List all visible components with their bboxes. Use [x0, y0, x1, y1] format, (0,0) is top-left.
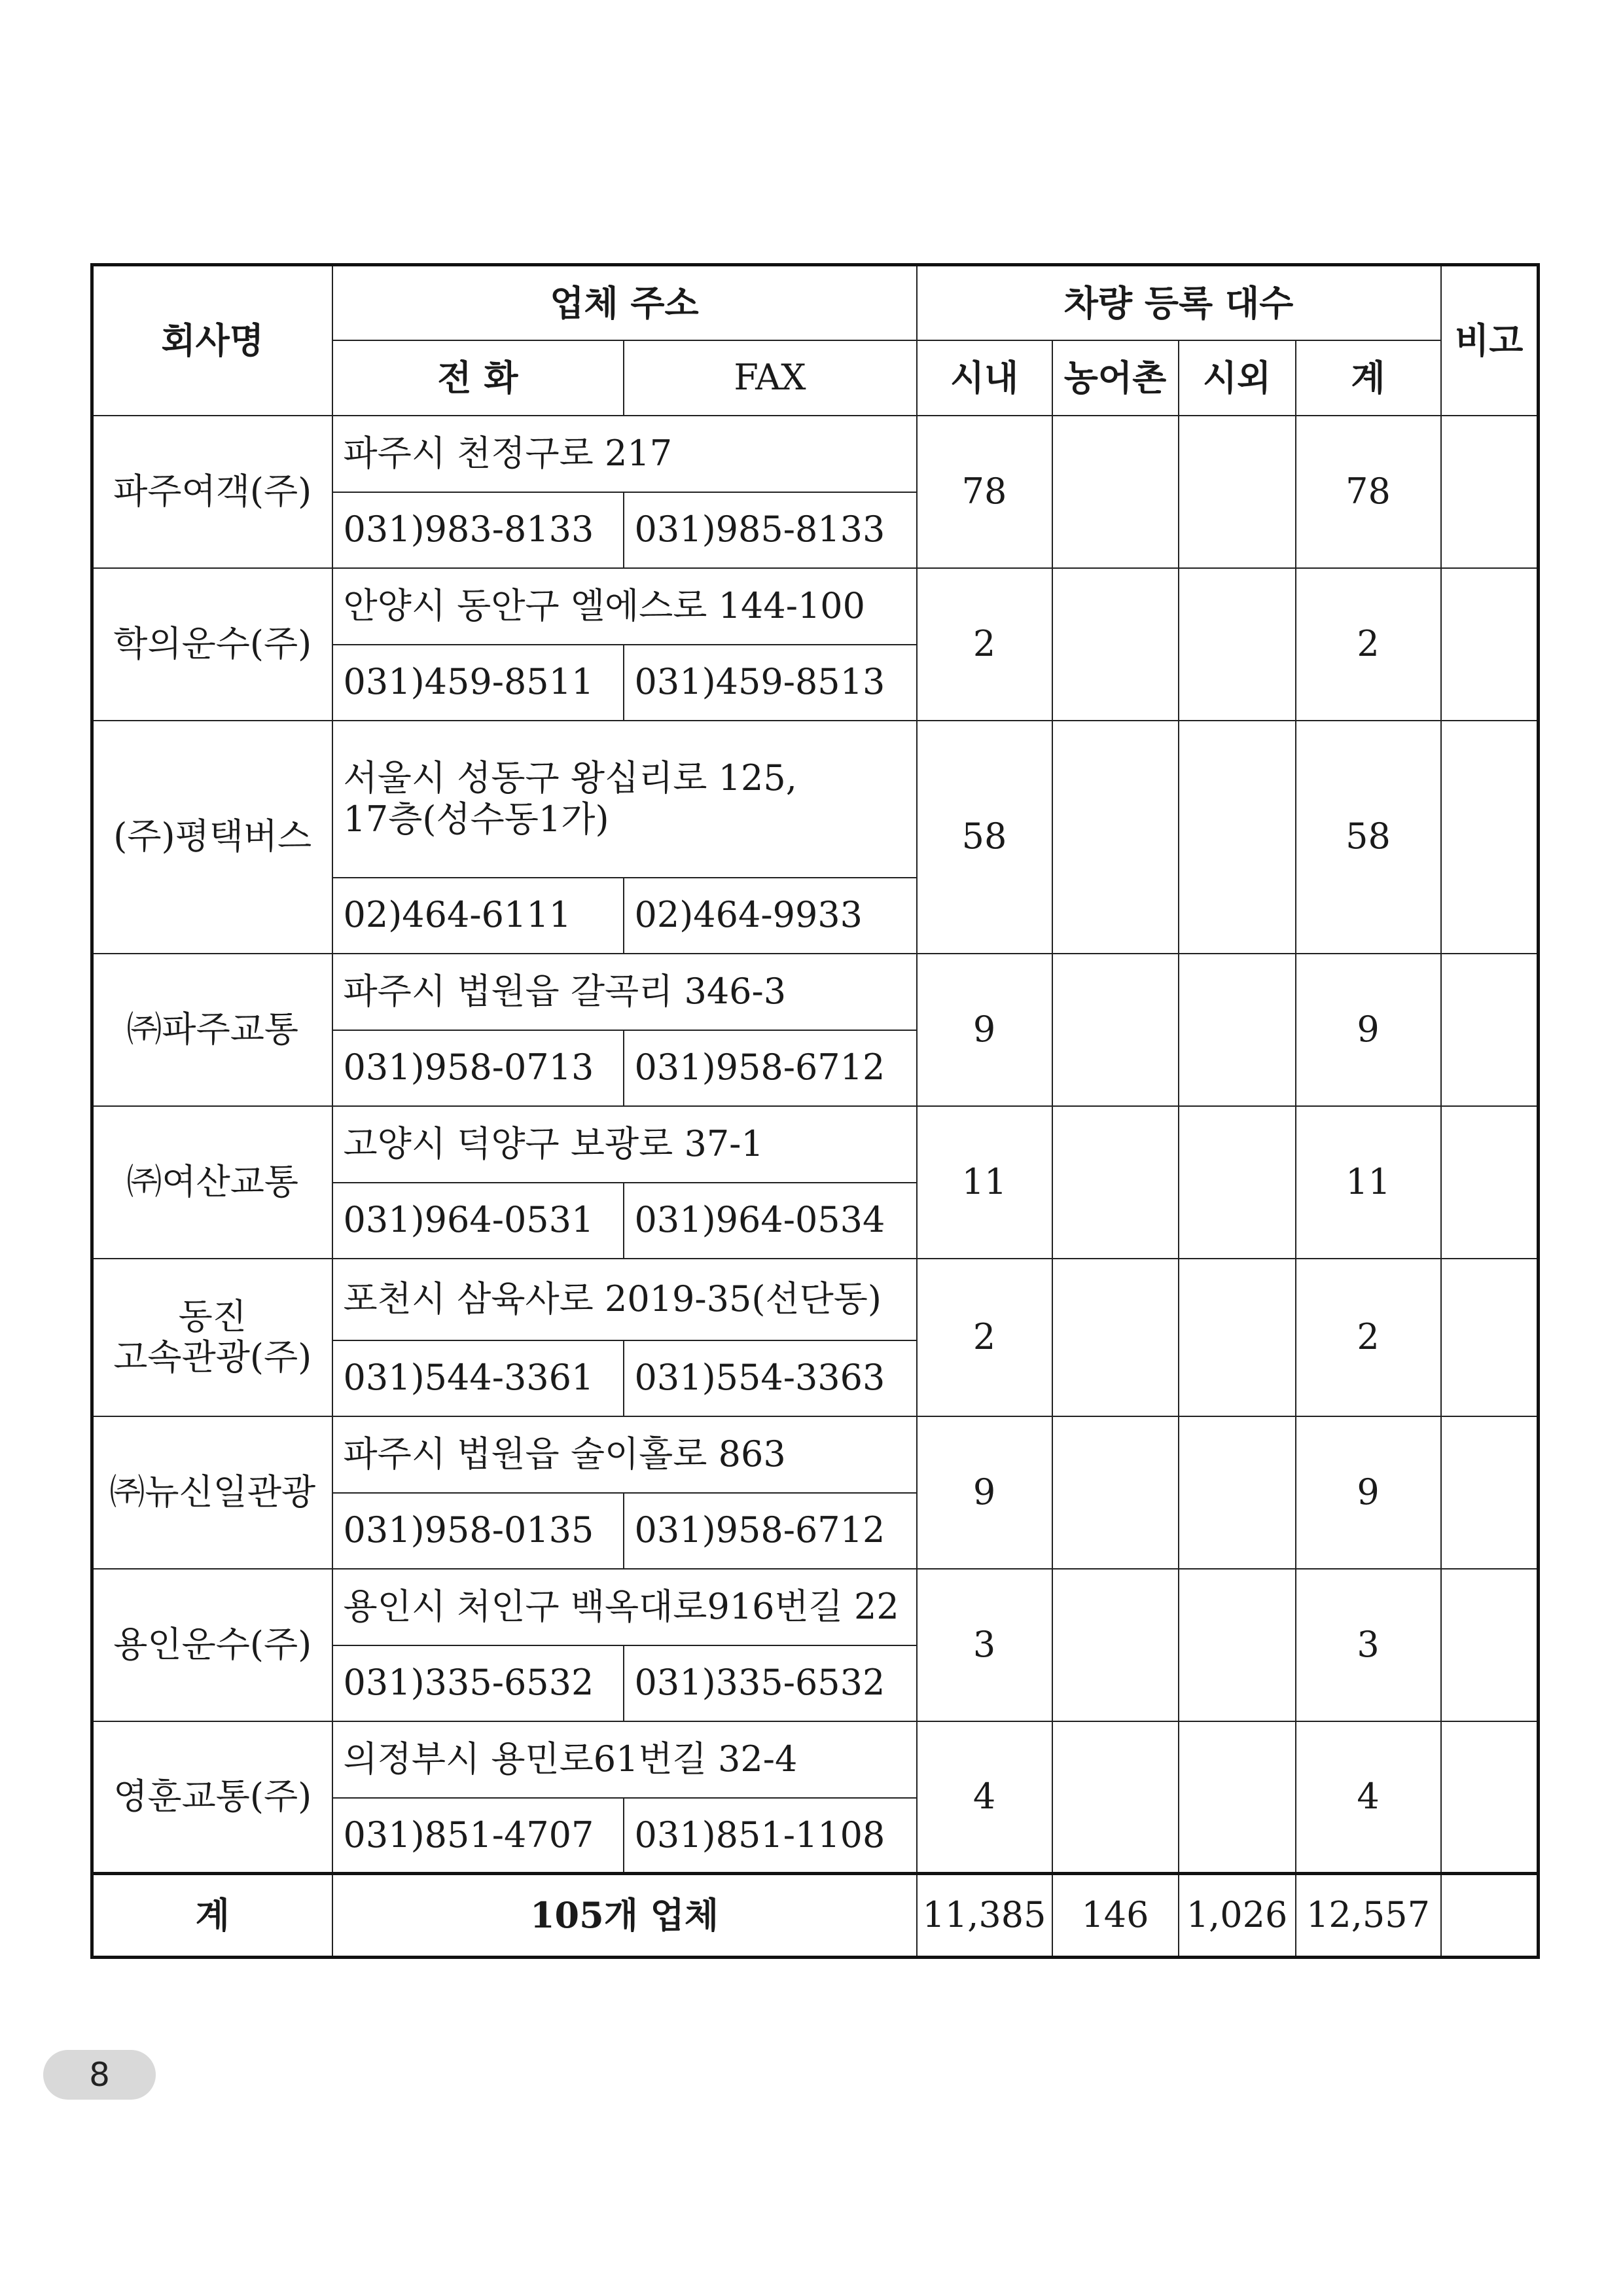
- count-total: 78: [1296, 416, 1441, 568]
- company-name: 용인운수(주): [92, 1569, 332, 1721]
- total-city: 11,385: [917, 1874, 1052, 1958]
- count-rural: [1052, 1416, 1179, 1569]
- phone-number: 031)851-4707: [332, 1798, 624, 1874]
- fax-number: 031)985-8133: [624, 492, 917, 568]
- company-name: 동진 고속관광(주): [92, 1259, 332, 1416]
- table-row: [92, 1106, 1539, 1183]
- total-rural: 146: [1052, 1874, 1179, 1958]
- phone-number: 031)459-8511: [332, 645, 624, 721]
- total-row: [92, 1874, 1539, 1958]
- table-row: [92, 416, 1539, 492]
- table-row: [92, 1259, 1539, 1340]
- count-suburban: [1179, 568, 1296, 721]
- total-companies: 105개 업체: [332, 1874, 917, 1958]
- fax-number: 031)964-0534: [624, 1183, 917, 1259]
- count-total: 2: [1296, 568, 1441, 721]
- company-address: 고양시 덕양구 보광로 37-1: [332, 1106, 917, 1183]
- header-remarks: 비고: [1441, 265, 1539, 416]
- count-city: 4: [917, 1721, 1052, 1874]
- company-address: 용인시 처인구 백옥대로916번길 22: [332, 1569, 917, 1645]
- count-city: 78: [917, 416, 1052, 568]
- count-rural: [1052, 1721, 1179, 1874]
- table-row: [92, 721, 1539, 878]
- phone-number: 031)544-3361: [332, 1340, 624, 1416]
- company-address: 파주시 법원읍 술이홀로 863: [332, 1416, 917, 1493]
- table-row: [92, 1416, 1539, 1493]
- count-city: 3: [917, 1569, 1052, 1721]
- count-city: 2: [917, 1259, 1052, 1416]
- fax-number: 031)958-6712: [624, 1030, 917, 1106]
- fax-number: 031)335-6532: [624, 1645, 917, 1721]
- total-remarks: [1441, 1874, 1539, 1958]
- phone-number: 031)958-0713: [332, 1030, 624, 1106]
- page-number: 8: [43, 2050, 156, 2100]
- company-name: 파주여객(주): [92, 416, 332, 568]
- header-phone: 전 화: [332, 340, 624, 416]
- remarks-cell: [1441, 1721, 1539, 1874]
- count-city: 9: [917, 1416, 1052, 1569]
- company-name: ㈜파주교통: [92, 954, 332, 1106]
- count-total: 58: [1296, 721, 1441, 954]
- remarks-cell: [1441, 1416, 1539, 1569]
- phone-number: 031)958-0135: [332, 1493, 624, 1569]
- header-company: 회사명: [92, 265, 332, 416]
- bus-company-table: [90, 263, 1540, 1959]
- remarks-cell: [1441, 721, 1539, 954]
- count-rural: [1052, 1259, 1179, 1416]
- total-label: 계: [92, 1874, 332, 1958]
- count-total: 9: [1296, 954, 1441, 1106]
- phone-number: 031)983-8133: [332, 492, 624, 568]
- count-rural: [1052, 721, 1179, 954]
- count-suburban: [1179, 1106, 1296, 1259]
- company-address: 포천시 삼육사로 2019-35(선단동): [332, 1259, 917, 1340]
- count-suburban: [1179, 416, 1296, 568]
- company-address: 서울시 성동구 왕십리로 125, 17층(성수동1가): [332, 721, 917, 878]
- count-total: 11: [1296, 1106, 1441, 1259]
- count-suburban: [1179, 1569, 1296, 1721]
- remarks-cell: [1441, 1259, 1539, 1416]
- fax-number: 031)459-8513: [624, 645, 917, 721]
- company-name: ㈜뉴신일관광: [92, 1416, 332, 1569]
- count-total: 9: [1296, 1416, 1441, 1569]
- company-address: 파주시 법원읍 갈곡리 346-3: [332, 954, 917, 1030]
- header-vehicle-group: 차량 등록 대수: [917, 265, 1441, 340]
- fax-number: 031)554-3363: [624, 1340, 917, 1416]
- count-rural: [1052, 1106, 1179, 1259]
- total-suburban: 1,026: [1179, 1874, 1296, 1958]
- table-row: [92, 954, 1539, 1030]
- phone-number: 031)964-0531: [332, 1183, 624, 1259]
- company-name: 학의운수(주): [92, 568, 332, 721]
- count-suburban: [1179, 1259, 1296, 1416]
- count-suburban: [1179, 1721, 1296, 1874]
- remarks-cell: [1441, 416, 1539, 568]
- count-suburban: [1179, 1416, 1296, 1569]
- count-rural: [1052, 954, 1179, 1106]
- count-total: 3: [1296, 1569, 1441, 1721]
- header-total: 계: [1296, 340, 1441, 416]
- company-name: (주)평택버스: [92, 721, 332, 954]
- count-city: 9: [917, 954, 1052, 1106]
- total-sum: 12,557: [1296, 1874, 1441, 1958]
- header-city: 시내: [917, 340, 1052, 416]
- count-city: 11: [917, 1106, 1052, 1259]
- count-city: 58: [917, 721, 1052, 954]
- header-address-group: 업체 주소: [332, 265, 917, 340]
- company-address: 안양시 동안구 엘에스로 144-100: [332, 568, 917, 645]
- count-rural: [1052, 1569, 1179, 1721]
- remarks-cell: [1441, 954, 1539, 1106]
- header-rural: 농어촌: [1052, 340, 1179, 416]
- remarks-cell: [1441, 1569, 1539, 1721]
- company-name: 영훈교통(주): [92, 1721, 332, 1874]
- count-rural: [1052, 416, 1179, 568]
- table-row: [92, 1721, 1539, 1798]
- count-city: 2: [917, 568, 1052, 721]
- table-row: [92, 568, 1539, 645]
- count-rural: [1052, 568, 1179, 721]
- company-address: 파주시 천정구로 217: [332, 416, 917, 492]
- header-suburban: 시외: [1179, 340, 1296, 416]
- table-row: [92, 1569, 1539, 1645]
- phone-number: 031)335-6532: [332, 1645, 624, 1721]
- count-suburban: [1179, 954, 1296, 1106]
- remarks-cell: [1441, 568, 1539, 721]
- count-suburban: [1179, 721, 1296, 954]
- count-total: 2: [1296, 1259, 1441, 1416]
- phone-number: 02)464-6111: [332, 878, 624, 954]
- header-fax: FAX: [624, 340, 917, 416]
- fax-number: 02)464-9933: [624, 878, 917, 954]
- company-name: ㈜여산교통: [92, 1106, 332, 1259]
- company-address: 의정부시 용민로61번길 32-4: [332, 1721, 917, 1798]
- remarks-cell: [1441, 1106, 1539, 1259]
- fax-number: 031)851-1108: [624, 1798, 917, 1874]
- count-total: 4: [1296, 1721, 1441, 1874]
- fax-number: 031)958-6712: [624, 1493, 917, 1569]
